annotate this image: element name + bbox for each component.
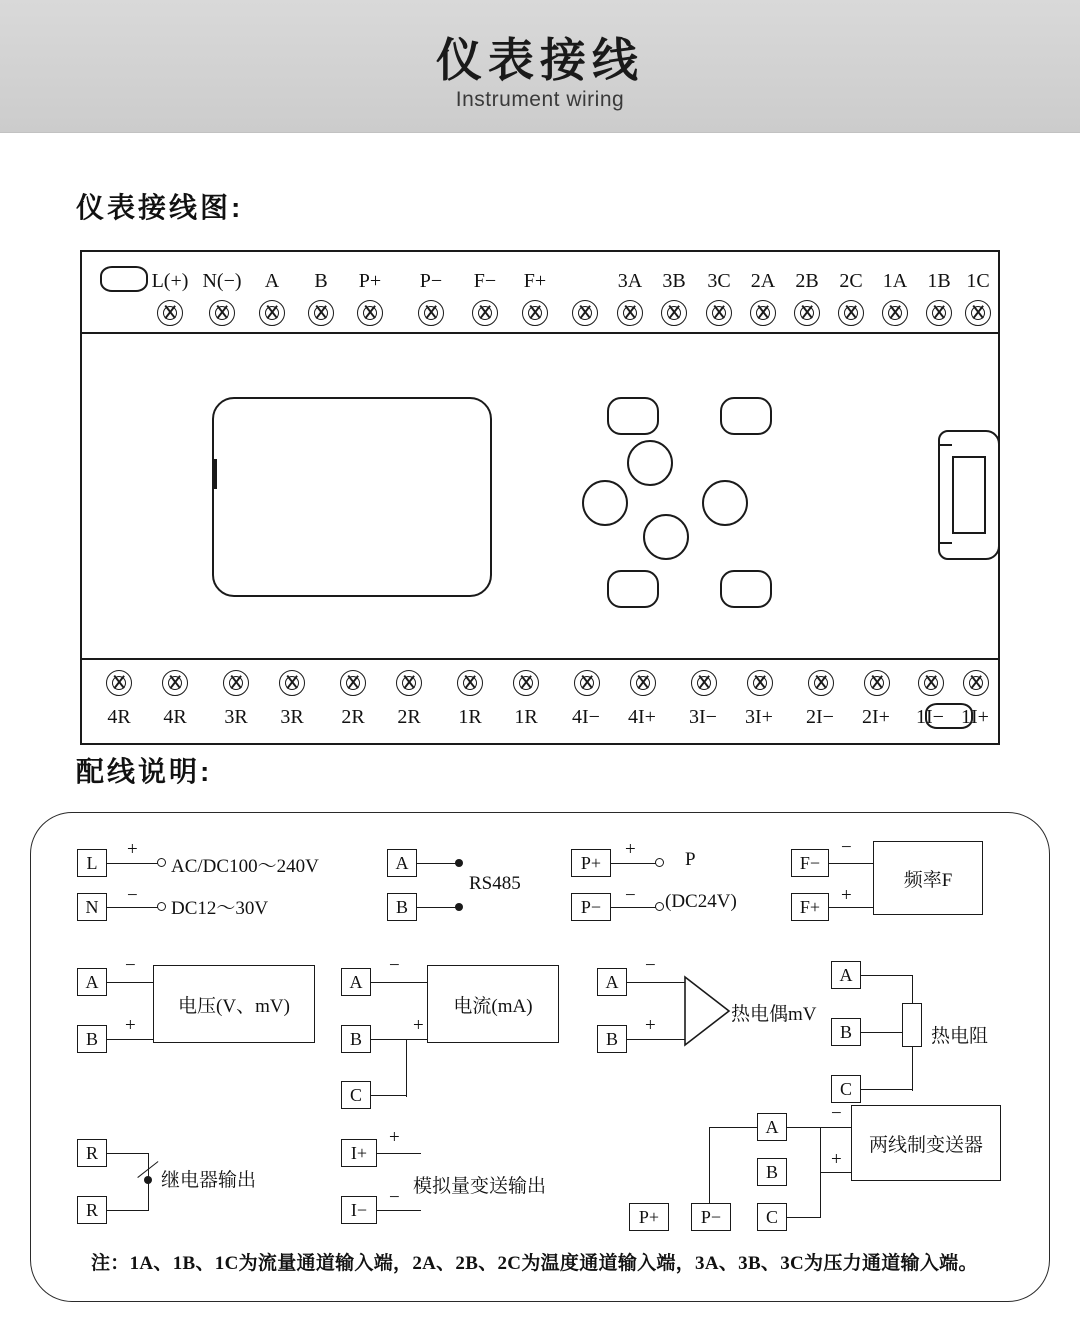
- wire: [709, 1127, 710, 1203]
- terminal-screw: [963, 670, 989, 696]
- terminal-screw: [340, 670, 366, 696]
- bottom-terminal-label: 4I+: [628, 706, 656, 728]
- terminal-box-B-transmitter: B: [757, 1158, 787, 1186]
- top-terminal-label: A: [264, 270, 280, 292]
- top-terminal-label: B: [314, 270, 328, 292]
- terminal-screw: [472, 300, 498, 326]
- terminal-box-A-rs485: A: [387, 849, 417, 877]
- top-terminal-label: 2B: [795, 270, 819, 292]
- terminal-screw: [965, 300, 991, 326]
- terminal-box-P-minus-transmitter: P−: [691, 1203, 731, 1231]
- bottom-terminal-label: 4R: [107, 706, 131, 728]
- pressure-voltage-label: (DC24V): [665, 891, 737, 912]
- wire-node: [455, 903, 463, 911]
- terminal-box-A-current: A: [341, 968, 371, 996]
- wire: [371, 1039, 407, 1040]
- bottom-terminal-label: 2R: [397, 706, 421, 728]
- wire: [371, 982, 429, 983]
- display-notch: [212, 459, 217, 489]
- wire: [417, 863, 457, 864]
- terminal-box-R2: R: [77, 1196, 107, 1224]
- wire: [709, 1127, 757, 1128]
- pressure-label: P: [685, 849, 696, 870]
- terminal-box-C-rtd: C: [831, 1075, 861, 1103]
- wire: [107, 1153, 149, 1154]
- top-terminal-label: F+: [523, 270, 547, 292]
- key-top-right[interactable]: [720, 397, 772, 435]
- wire: [611, 907, 657, 908]
- top-terminal-label: F−: [473, 270, 497, 292]
- terminal-screw: [162, 670, 188, 696]
- power-label-dc: DC12～30V: [171, 898, 269, 919]
- rtd-label: 热电阻: [931, 1026, 989, 1047]
- polarity-plus: +: [413, 1015, 424, 1036]
- wire: [861, 1089, 913, 1090]
- mounting-tab-left-top: [100, 266, 148, 292]
- bottom-terminal-label: 2I+: [862, 706, 890, 728]
- top-terminal-label: L(+): [151, 270, 189, 292]
- polarity-plus: +: [125, 1015, 136, 1036]
- terminal-screw: [838, 300, 864, 326]
- wire: [107, 1210, 149, 1211]
- analog-output-label: 模拟量变送输出: [413, 1176, 547, 1197]
- terminal-screw: [706, 300, 732, 326]
- wire: [787, 1217, 821, 1218]
- side-connector: [938, 430, 1000, 560]
- frequency-block: 频率F: [873, 841, 983, 915]
- polarity-plus: +: [841, 885, 852, 906]
- wire: [107, 982, 155, 983]
- top-terminal-label: 1C: [966, 270, 990, 292]
- terminal-box-A-thermocouple: A: [597, 968, 627, 996]
- rs485-label: RS485: [469, 873, 521, 894]
- terminal-box-P-minus: P−: [571, 893, 611, 921]
- wire: [820, 1127, 854, 1128]
- bottom-terminal-label: 3R: [224, 706, 248, 728]
- wire: [417, 907, 457, 908]
- terminal-screw: [209, 300, 235, 326]
- bottom-terminal-label: 1R: [458, 706, 482, 728]
- key-top-left[interactable]: [607, 397, 659, 435]
- thermocouple-label: 热电偶mV: [731, 1004, 817, 1025]
- terminal-box-F-minus: F−: [791, 849, 829, 877]
- wire-node: [655, 902, 664, 911]
- key-left[interactable]: [582, 480, 628, 526]
- polarity-minus: −: [841, 837, 852, 858]
- polarity-plus: +: [389, 1127, 400, 1148]
- top-terminal-label: 2C: [839, 270, 863, 292]
- terminal-screw: [574, 670, 600, 696]
- instrument-display: [212, 397, 492, 597]
- terminal-box-R1: R: [77, 1139, 107, 1167]
- terminal-screw: [223, 670, 249, 696]
- wiring-description-card: [30, 812, 1050, 1302]
- terminal-box-A-rtd: A: [831, 961, 861, 989]
- wire: [861, 975, 913, 976]
- wire: [627, 982, 687, 983]
- terminal-box-I-minus: I−: [341, 1196, 377, 1224]
- wire: [829, 907, 875, 908]
- voltage-block: 电压(V、mV): [153, 965, 315, 1043]
- wire: [377, 1210, 421, 1211]
- terminal-screw: [106, 670, 132, 696]
- key-down[interactable]: [643, 514, 689, 560]
- polarity-minus: −: [389, 955, 400, 976]
- terminal-screw: [918, 670, 944, 696]
- wire: [377, 1153, 421, 1154]
- wire: [107, 907, 159, 908]
- terminal-screw: [157, 300, 183, 326]
- terminal-screw: [418, 300, 444, 326]
- bottom-terminal-label: 1I−: [916, 706, 944, 728]
- terminal-box-P-plus: P+: [571, 849, 611, 877]
- polarity-minus: −: [645, 955, 656, 976]
- terminal-box-C-current: C: [341, 1081, 371, 1109]
- polarity-plus: +: [831, 1149, 842, 1170]
- wire-node: [157, 858, 166, 867]
- bottom-terminal-label: 3I−: [689, 706, 717, 728]
- polarity-minus: −: [125, 955, 136, 976]
- terminal-screw: [882, 300, 908, 326]
- wire-node: [655, 858, 664, 867]
- key-right[interactable]: [702, 480, 748, 526]
- terminal-screw: [808, 670, 834, 696]
- power-label-ac: AC/DC100～240V: [171, 856, 319, 877]
- top-terminal-label: 1B: [927, 270, 951, 292]
- top-terminal-row: [82, 252, 998, 334]
- terminal-box-I-plus: I+: [341, 1139, 377, 1167]
- key-bottom-left[interactable]: [607, 570, 659, 608]
- terminal-box-N: N: [77, 893, 107, 921]
- top-terminal-label: 1A: [882, 270, 908, 292]
- polarity-plus: +: [625, 839, 636, 860]
- terminal-screw: [572, 300, 598, 326]
- terminal-box-B-current: B: [341, 1025, 371, 1053]
- terminal-box-B-rs485: B: [387, 893, 417, 921]
- instrument-drawing: [80, 250, 1000, 745]
- top-terminal-label: P+: [358, 270, 382, 292]
- terminal-screw: [926, 300, 952, 326]
- terminal-screw: [357, 300, 383, 326]
- bottom-terminal-label: 3R: [280, 706, 304, 728]
- top-terminal-label: P−: [419, 270, 443, 292]
- polarity-minus: −: [127, 885, 138, 906]
- terminal-screw: [617, 300, 643, 326]
- terminal-box-A-voltage: A: [77, 968, 107, 996]
- terminal-screw: [630, 670, 656, 696]
- key-bottom-right[interactable]: [720, 570, 772, 608]
- wiring-note: 注：1A、1B、1C为流量通道输入端，2A、2B、2C为温度通道输入端，3A、3B、3C为压力通道输入端。: [91, 1253, 978, 1274]
- wire-node: [157, 902, 166, 911]
- top-terminal-label: 3C: [707, 270, 731, 292]
- terminal-screw: [522, 300, 548, 326]
- polarity-minus: −: [831, 1103, 842, 1124]
- terminal-screw: [259, 300, 285, 326]
- rtd-resistor: [902, 1003, 922, 1047]
- page-header: [0, 0, 1080, 133]
- wire: [406, 1039, 407, 1097]
- transmitter-block: 两线制变送器: [851, 1105, 1001, 1181]
- top-terminal-label: 3B: [662, 270, 686, 292]
- terminal-screw: [794, 300, 820, 326]
- terminal-box-B-rtd: B: [831, 1018, 861, 1046]
- terminal-screw: [864, 670, 890, 696]
- terminal-box-A-transmitter: A: [757, 1113, 787, 1141]
- terminal-screw: [691, 670, 717, 696]
- bottom-terminal-label: 1R: [514, 706, 538, 728]
- top-terminal-label: 3A: [617, 270, 643, 292]
- bottom-terminal-label: 4R: [163, 706, 187, 728]
- terminal-box-B-voltage: B: [77, 1025, 107, 1053]
- terminal-box-B-thermocouple: B: [597, 1025, 627, 1053]
- terminal-screw: [457, 670, 483, 696]
- wire: [829, 863, 875, 864]
- wire-node: [455, 859, 463, 867]
- top-terminal-label: 2A: [750, 270, 776, 292]
- key-up[interactable]: [627, 440, 673, 486]
- terminal-box-C-transmitter: C: [757, 1203, 787, 1231]
- polarity-plus: +: [127, 839, 138, 860]
- relay-label: 继电器输出: [161, 1170, 257, 1191]
- bottom-terminal-row: [82, 658, 998, 743]
- wire: [611, 863, 657, 864]
- wire: [820, 1172, 854, 1173]
- wiring-description-heading: 配线说明:: [76, 756, 213, 787]
- bottom-terminal-label: 1I+: [961, 706, 989, 728]
- terminal-screw: [308, 300, 334, 326]
- current-block: 电流(mA): [427, 965, 559, 1043]
- terminal-screw: [279, 670, 305, 696]
- thermocouple-symbol: [683, 973, 731, 1049]
- bottom-terminal-label: 2I−: [806, 706, 834, 728]
- wire: [912, 975, 913, 1005]
- page-subtitle: Instrument wiring: [455, 88, 625, 111]
- terminal-screw: [750, 300, 776, 326]
- wire: [371, 1095, 407, 1096]
- wiring-diagram-heading: 仪表接线图:: [76, 192, 244, 223]
- wire: [107, 863, 159, 864]
- top-terminal-label: N(−): [202, 270, 242, 292]
- bottom-terminal-label: 4I−: [572, 706, 600, 728]
- wire: [912, 1045, 913, 1091]
- terminal-box-L: L: [77, 849, 107, 877]
- polarity-minus: −: [625, 885, 636, 906]
- bottom-terminal-label: 3I+: [745, 706, 773, 728]
- terminal-screw: [396, 670, 422, 696]
- wire: [627, 1039, 687, 1040]
- polarity-plus: +: [645, 1015, 656, 1036]
- terminal-screw: [661, 300, 687, 326]
- terminal-box-F-plus: F+: [791, 893, 829, 921]
- bottom-terminal-label: 2R: [341, 706, 365, 728]
- polarity-minus: −: [389, 1187, 400, 1208]
- wire: [787, 1127, 821, 1128]
- terminal-box-P-plus-transmitter: P+: [629, 1203, 669, 1231]
- wire: [107, 1039, 155, 1040]
- terminal-screw: [513, 670, 539, 696]
- page-title: 仪表接线: [436, 34, 644, 86]
- wire-node: [144, 1176, 152, 1184]
- terminal-screw: [747, 670, 773, 696]
